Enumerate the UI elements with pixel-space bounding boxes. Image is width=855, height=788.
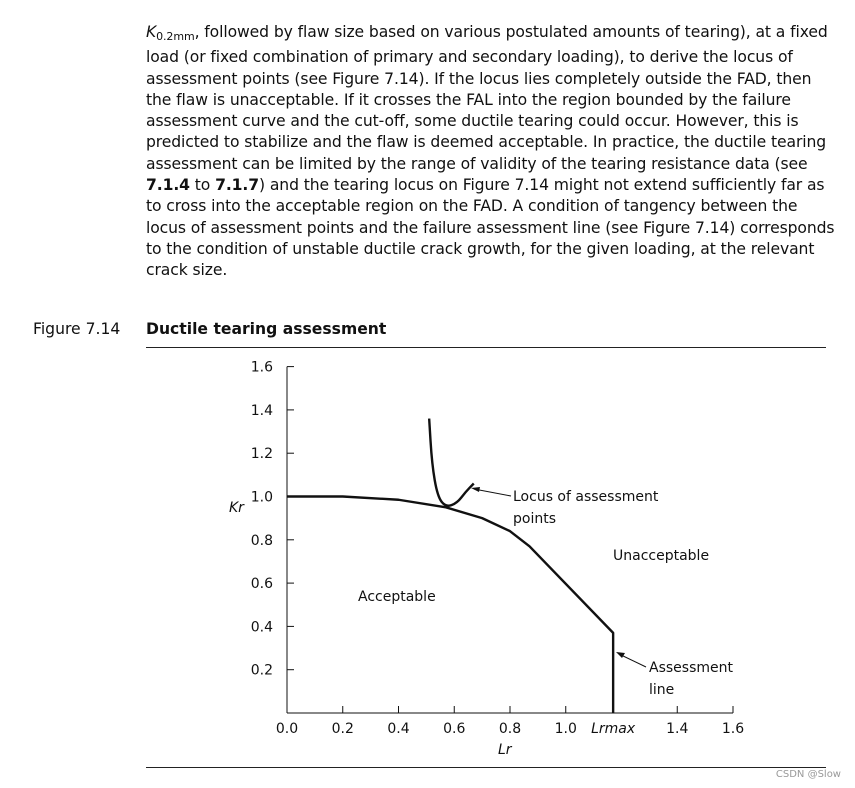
- x-axis-label: Lr: [498, 742, 512, 758]
- x-tick-label: 1.4: [666, 721, 689, 737]
- x-tick-label: 0.4: [387, 721, 410, 737]
- acceptable-label: Acceptable: [358, 589, 436, 605]
- assessment-arrowhead: [616, 652, 625, 658]
- y-tick-label: 1.2: [250, 446, 273, 463]
- x-tick-label: 0.0: [275, 721, 299, 737]
- locus-arrow: [474, 489, 511, 496]
- y-axis-label: Kr: [229, 500, 244, 516]
- ref-link-7-1-7[interactable]: 7.1.7: [215, 176, 259, 195]
- ref-link-7-1-4[interactable]: 7.1.4: [146, 176, 190, 195]
- failure-assessment-line: [287, 497, 613, 714]
- x-tick-label: 1.6: [721, 721, 745, 737]
- figure-title: Ductile tearing assessment: [146, 320, 387, 338]
- watermark: CSDN @Slow: [775, 769, 841, 780]
- x-tick-label: 0.2: [331, 721, 354, 737]
- paragraph-text: ) and the tearing locus on Figure 7.14 might not extend sufficiently far as to cross into the acceptable region on the FAD. A condition of tangency between the locus of assessment points and the failure assessment line (see Figure 7.14) corresponds to the condition of unstable ductile crack growth, for the given loading, at the relevant crack size.: [146, 176, 835, 280]
- x-tick-label: 1.0: [554, 721, 577, 737]
- locus-label-2: points: [513, 511, 556, 527]
- paragraph-text: , followed by flaw size based on various postulated amounts of tearing), at a fixed load (or fixed combination of primary and secondary loading), to derive the locus of assessment points (see Figure 7.14). If the locus lies completely outside the FAD, then the flaw is unacceptable. If it crosses the FAL into the region bounded by the failure assessment curve and the cut-off, some ductile tearing could occur. However, this is predicted to stabilize and the flaw is deemed acceptable. In practice, the ductile tearing assessment can be limited by the range of validity of the tearing resistance data (see: [146, 23, 828, 173]
- y-tick-label: 1.0: [250, 489, 273, 506]
- k-symbol: K: [146, 23, 157, 41]
- y-tick-label: 0.2: [250, 662, 273, 679]
- locus-arrowhead: [471, 487, 480, 492]
- k-subscript: 0.2mm: [156, 30, 195, 43]
- locus-of-assessment-points: [429, 419, 474, 506]
- x-tick-label: 0.6: [443, 721, 466, 737]
- y-tick-label: 0.4: [250, 619, 273, 636]
- y-tick-label: 1.6: [250, 359, 273, 376]
- x-tick-label: Lrmax: [591, 721, 636, 737]
- y-tick-label: 0.8: [250, 532, 273, 549]
- assessment-label-2: line: [649, 682, 675, 698]
- figure-number: Figure 7.14: [33, 320, 121, 338]
- x-tick-label: 0.8: [498, 721, 522, 737]
- assessment-label-1: Assessment: [649, 660, 733, 676]
- paragraph-text: to: [189, 176, 216, 195]
- unacceptable-label: Unacceptable: [613, 548, 710, 564]
- locus-label-1: Locus of assessment: [513, 489, 659, 505]
- y-tick-label: 1.4: [250, 402, 273, 419]
- y-tick-label: 0.6: [250, 576, 273, 593]
